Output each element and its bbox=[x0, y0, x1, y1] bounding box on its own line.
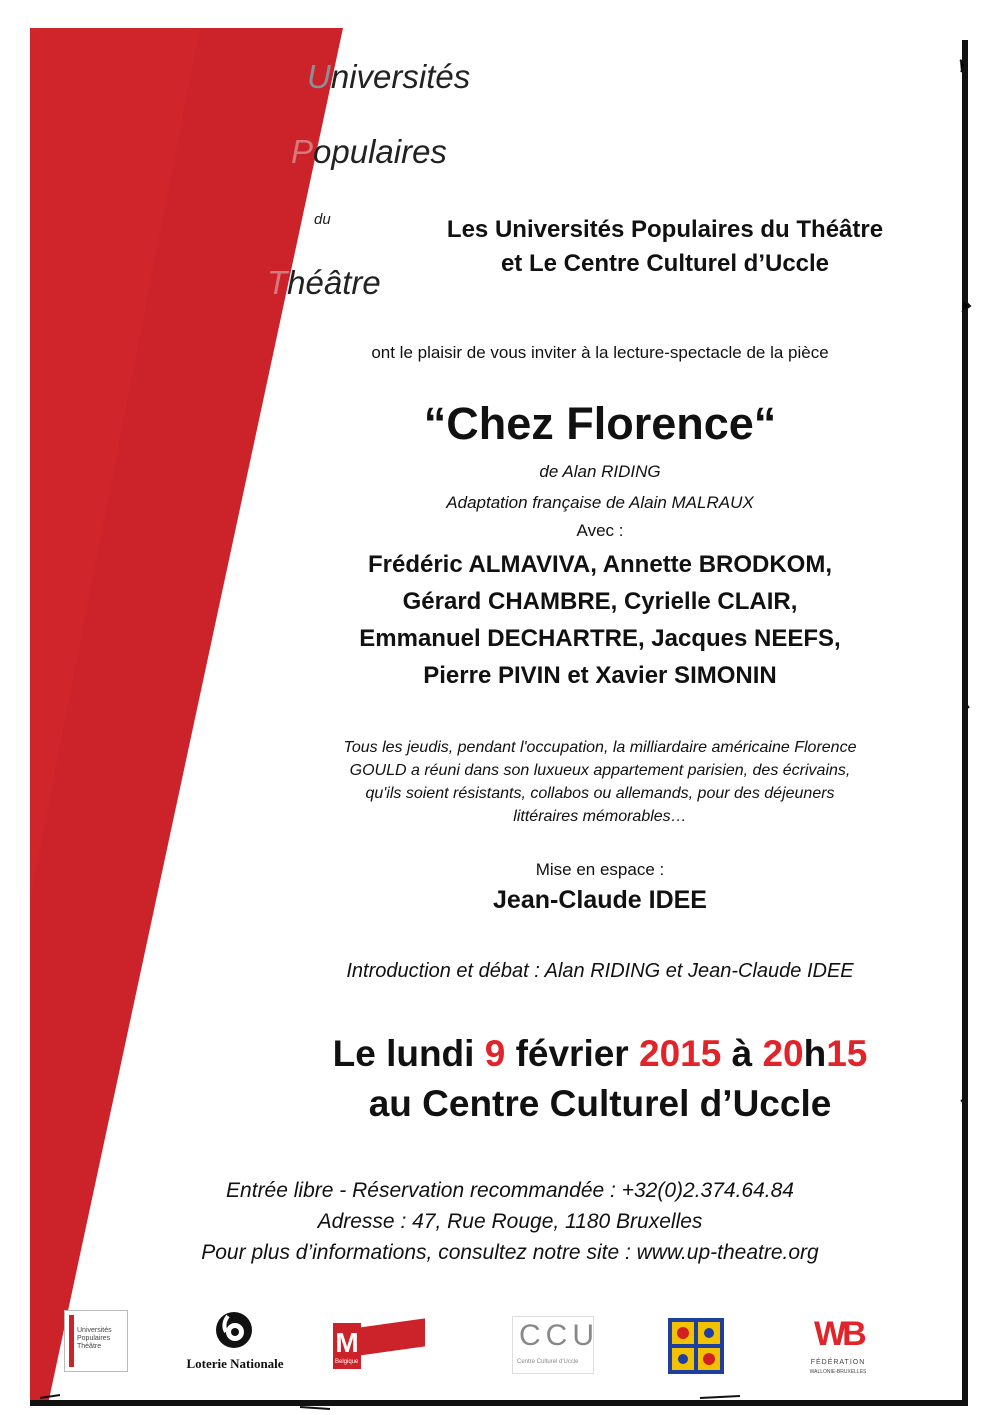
logo-upt-text: Populaires bbox=[77, 1335, 111, 1342]
play-author: de Alan RIDING bbox=[539, 462, 661, 481]
logo-fwb bbox=[808, 1315, 868, 1381]
brand-theatre bbox=[267, 264, 381, 302]
date-minute: 15 bbox=[826, 1033, 868, 1074]
play-adaptation: Adaptation française de Alain MALRAUX bbox=[446, 493, 754, 512]
logo-upt-bar bbox=[69, 1315, 74, 1367]
debate-line: Introduction et débat : Alan RIDING et Jean-Claude IDEE bbox=[346, 960, 854, 982]
date-text: h bbox=[803, 1033, 827, 1074]
brand-populaires bbox=[291, 133, 447, 171]
frame-right-edge bbox=[962, 40, 968, 1406]
staging-label: Mise en espace : bbox=[535, 860, 665, 879]
entry-info: Entrée libre - Réservation recommandée : +32(0)2.374.64.84 bbox=[226, 1179, 794, 1202]
logo-loterie-text: Loterie Nationale bbox=[186, 1356, 284, 1371]
logo-ccu-sub: Centre Culturel d'Uccle bbox=[517, 1359, 579, 1365]
cast-line: Emmanuel DECHARTRE, Jacques NEEFS, bbox=[359, 625, 841, 652]
loterie-icon bbox=[214, 1310, 254, 1350]
cast-line: Frédéric ALMAVIVA, Annette BRODKOM, bbox=[367, 551, 833, 578]
date-text: février bbox=[505, 1033, 639, 1074]
logo-fwb-line1: FÉDÉRATION bbox=[810, 1359, 866, 1366]
logo-coat-of-arms bbox=[668, 1318, 724, 1374]
date-day: 9 bbox=[484, 1033, 506, 1074]
event-venue: au Centre Culturel d’Uccle bbox=[368, 1083, 832, 1124]
cast-line: Pierre PIVIN et Xavier SIMONIN bbox=[423, 662, 777, 689]
brand-initial: T bbox=[267, 264, 288, 301]
logo-m-sub: Belgique bbox=[335, 1359, 359, 1365]
logo-ccu-letters: CCU bbox=[519, 1319, 599, 1352]
cast-label: Avec : bbox=[576, 521, 624, 540]
synopsis bbox=[280, 736, 920, 828]
logo-mbelgique bbox=[333, 1323, 425, 1369]
brand-initial: U bbox=[307, 58, 331, 95]
event-date bbox=[250, 1033, 950, 1075]
logo-m-flag bbox=[359, 1318, 425, 1355]
synopsis-line: littéraires mémorables… bbox=[513, 808, 687, 825]
staging-director: Jean-Claude IDEE bbox=[493, 886, 707, 914]
date-text: à bbox=[721, 1033, 763, 1074]
brand-initial: P bbox=[291, 133, 314, 170]
brand-rest: niversités bbox=[330, 58, 471, 95]
cast-list bbox=[300, 546, 900, 694]
logo-ccu bbox=[512, 1316, 599, 1374]
brand-rest: héâtre bbox=[287, 264, 381, 301]
date-hour: 20 bbox=[762, 1033, 804, 1074]
synopsis-line: Tous les jeudis, pendant l'occupation, la milliardaire américaine Florence bbox=[343, 739, 857, 756]
invitation-text: ont le plaisir de vous inviter à la lecture-spectacle de la pièce bbox=[371, 343, 829, 362]
play-title: “Chez Florence“ bbox=[423, 398, 777, 449]
practical-info bbox=[120, 1175, 900, 1268]
logo-loterie bbox=[180, 1310, 290, 1372]
organizers-line-2: et Le Centre Culturel d’Uccle bbox=[500, 250, 830, 277]
brand-universites bbox=[307, 58, 470, 96]
logo-upt-text: Théâtre bbox=[77, 1343, 102, 1350]
logo-fwb-line2: WALLONIE-BRUXELLES bbox=[809, 1369, 867, 1375]
organizers-line-1: Les Universités Populaires du Théâtre bbox=[446, 216, 884, 243]
brand-du: du bbox=[314, 211, 331, 228]
logo-upt bbox=[64, 1310, 128, 1372]
organizers-heading bbox=[400, 213, 930, 281]
frame-bottom-edge bbox=[30, 1400, 968, 1406]
brand-rest: opulaires bbox=[313, 133, 447, 170]
date-text: Le lundi bbox=[332, 1033, 485, 1074]
logo-fwb-letter: WB bbox=[814, 1315, 863, 1353]
synopsis-line: GOULD a réuni dans son luxueux appartement parisien, des écrivains, bbox=[349, 762, 851, 779]
synopsis-line: qu'ils soient résistants, collabos ou allemands, pour des déjeuners bbox=[365, 785, 835, 802]
address-info: Adresse : 47, Rue Rouge, 1180 Bruxelles bbox=[317, 1210, 703, 1233]
logo-m-letter: M bbox=[333, 1323, 361, 1369]
logo-upt-text: Universités bbox=[77, 1327, 112, 1334]
website-info[interactable]: Pour plus d’informations, consultez notre site : www.up-theatre.org bbox=[201, 1241, 819, 1264]
cast-line: Gérard CHAMBRE, Cyrielle CLAIR, bbox=[402, 588, 798, 615]
date-year: 2015 bbox=[639, 1033, 722, 1074]
logo-fwb-mark bbox=[814, 1315, 863, 1354]
